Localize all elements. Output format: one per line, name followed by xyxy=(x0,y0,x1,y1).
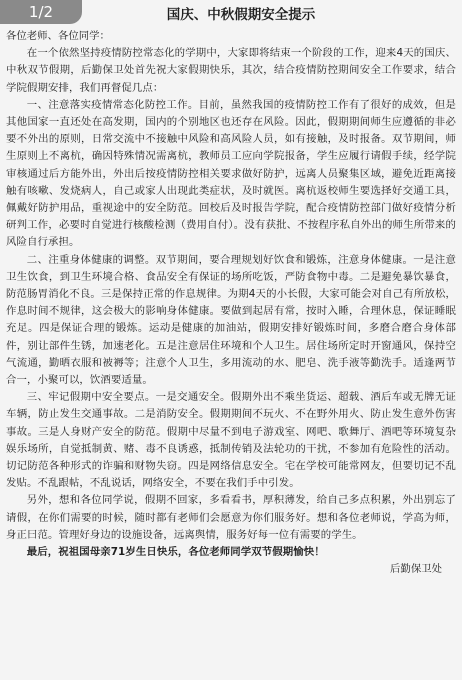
signature: 后勤保卫处 xyxy=(390,563,442,576)
closing-wishes: 最后，祝祖国母亲71岁生日快乐，各位老师同学双节假期愉快！ xyxy=(26,546,325,559)
paragraph-health: 二、注重身体健康的调整。双节期间，要合理规划好饮食和锻炼，注意身体健康。一是注意卫生饮食，到卫生环境合格、食品安全有保证的场所吃饭，严防食物中毒。二是避免暴饮暴食，防范肠胃消化不良。三是保持正常的作息规律。为期4天的小长假，大家可能会对自己有所放松，作息时间不规律，这会极大的影响身体健康。要做到起居有常，按时入睡，合理休息，保证睡眠充足。四是保证合理的锻炼。运动是健康的加油站，假期安排好锻炼时间，多磨合磨合身体部件，别让部件生锈，加速老化。五是注意居住环境和个人卫生。居住场所定时开窗通风，保持空气流通，勤晒衣服和被褥等；注意个人卫生，多用流动的水、肥皂、洗手液等勤洗手。适逢两节合一，小聚可以，饮酒要适量。 xyxy=(6,253,456,387)
page-indicator: 1/2 xyxy=(0,0,82,24)
paragraph-additional: 另外，想和各位同学说，假期不回家，多看看书，厚积薄发，给自己多点积累，外出别忘了请假，在你们需要的时候，随时都有老师们会愿意为你们服务好。想和各位老师说，学高为师，身正曰范。管理好身边的设施设备，远离舆情，服务好每一位有需要的学生。 xyxy=(6,494,456,541)
greeting: 各位老师、各位同学： xyxy=(6,30,110,42)
paragraph-safety: 三、牢记假期中安全要点。一是交通安全。假期外出不乘坐货运、超载、酒后车或无牌无证车辆，防止发生交通事故。二是消防安全。假期期间不玩火、不在野外用火、防止发生意外伤害事故。三是人身财产安全的防范。假期中尽量不到电子游戏室、网吧、歌舞厅、酒吧等环境复杂娱乐场所，自觉抵制黄、赌、毒不良诱惑，抵制传销及法轮功的干扰，不参加有危险性的活动。切记防范各种形式的诈骗和财物失窃。四是网络信息安全。宅在学校可能常网友，但要切记不乱发贴。不乱跟帖，不乱说话，网络安全，不要在我们手中引发。 xyxy=(6,391,456,490)
paragraph-epidemic: 一、注意落实疫情常态化防控工作。目前，虽然我国的疫情防控工作有了很好的成效，但是其他国家一直还处在高发期，国内的个别地区也还存在风险。因此，假期期间师生应遵循的非必要不外出的原则，日常交流中不接触中风险和高风险人员，如有接触，及时报备。双节期间，师生原则上不离杭，确因特殊情况需离杭，教师员工应向学院报备，学生应履行请假手续，经学院审核通过后方能外出，外出后按疫情防控相关要求做好防护，远离人员聚集区域，避免近距离接触有咳嗽、发烧病人，自己或家人出现此类症状，及时就医。离杭返校师生要选择好交通工具，佩戴好防护用品，重视途中的安全防范。回校后及时报告学院，配合疫情防控部门做好疫情分析研判工作，必要时自觉进行核酸检测（费用自付）。没有获批、不按程序私自外出的师生所带来的风险自行承担。 xyxy=(6,98,456,249)
document-title: 国庆、中秋假期安全提示 xyxy=(166,7,316,23)
paragraph-intro: 在一个依然坚持疫情防控常态化的学期中，大家即将结束一个阶段的工作，迎来4天的国庆、中秋双节假期，后勤保卫处首先祝大家假期快乐，其次，结合疫情防控期间安全工作要求，结合学院假期安排，我们再督促几点： xyxy=(6,47,456,94)
